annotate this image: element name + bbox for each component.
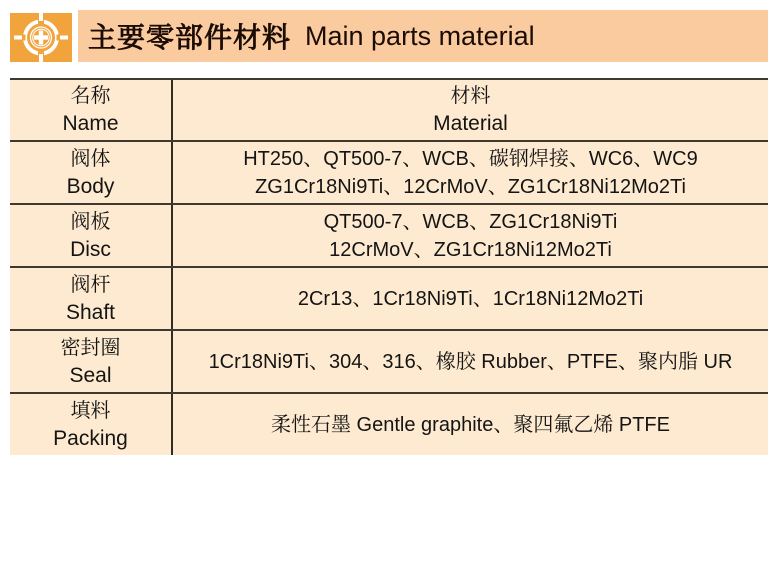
part-name-zh: 阀杆	[70, 273, 111, 296]
part-name-en: Packing	[53, 426, 128, 450]
material-cell	[173, 394, 768, 455]
part-name-en: Body	[66, 174, 115, 198]
part-name-en: Seal	[69, 363, 112, 387]
header-material-zh: 材料	[450, 85, 491, 107]
header-material-en: Material	[433, 112, 508, 135]
header-name-en: Name	[62, 112, 119, 135]
name-cell	[10, 205, 173, 266]
title-banner	[78, 10, 768, 62]
material-line-1: 1Cr18Ni9Ti、304、316、橡胶 Rubber、PTFE、聚内脂 UR	[208, 350, 733, 373]
material-line-2: ZG1Cr18Ni9Ti、12CrMoV、ZG1Cr18Ni12Mo2Ti	[255, 175, 686, 198]
material-line-1: QT500-7、WCB、ZG1Cr18Ni9Ti	[323, 210, 618, 233]
table-row-seal	[10, 329, 768, 392]
material-line-2: 12CrMoV、ZG1Cr18Ni12Mo2Ti	[329, 238, 612, 261]
part-name-zh: 密封圈	[60, 336, 121, 359]
name-cell	[10, 142, 173, 203]
table-row-disc	[10, 203, 768, 266]
table-row-body	[10, 140, 768, 203]
part-name-en: Shaft	[65, 300, 116, 324]
part-name-zh: 阀体	[70, 147, 111, 170]
material-line-1: 柔性石墨 Gentle graphite、聚四氟乙烯 PTFE	[271, 413, 670, 436]
part-name-zh: 阀板	[70, 210, 111, 233]
material-cell	[173, 205, 768, 266]
header-cell-name	[10, 80, 173, 140]
company-logo	[10, 13, 72, 62]
material-line-1: 2Cr13、1Cr18Ni9Ti、1Cr18Ni12Mo2Ti	[297, 287, 644, 310]
part-name-zh: 填料	[70, 399, 111, 422]
name-cell	[10, 331, 173, 392]
table-row-shaft	[10, 266, 768, 329]
name-cell	[10, 394, 173, 455]
material-cell	[173, 331, 768, 392]
table-row-packing	[10, 392, 768, 455]
header-cell-material	[173, 80, 768, 140]
material-cell	[173, 268, 768, 329]
material-cell	[173, 142, 768, 203]
page-title-en: Main parts material	[305, 20, 535, 51]
page-title-zh: 主要零部件材料	[88, 22, 292, 53]
name-cell	[10, 268, 173, 329]
table-header-row	[10, 78, 768, 140]
materials-table	[10, 78, 768, 455]
header-name-zh: 名称	[70, 85, 111, 107]
part-name-en: Disc	[70, 237, 111, 261]
valve-logo-icon	[10, 13, 72, 62]
material-line-1: HT250、QT500-7、WCB、碳钢焊接、WC6、WC9	[243, 147, 698, 170]
